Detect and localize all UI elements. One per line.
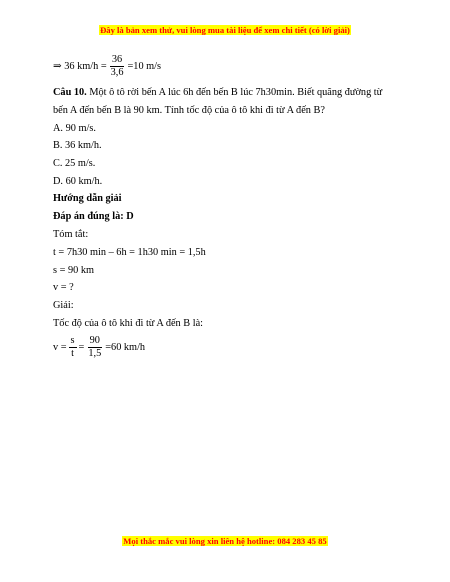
eq2-frac2-numerator: 90 (89, 335, 100, 346)
solution-label: Giải: (53, 300, 74, 311)
eq1-prefix: ⇒ 36 km/h = (53, 61, 107, 72)
answer-line: Đáp án đúng là: D (53, 211, 134, 222)
preview-banner (0, 25, 450, 35)
question-text-1: Một ô tô rời bến A lúc 6h đến bến B lúc 7h30min. Biết quãng đường từ (86, 87, 383, 98)
eq1-numerator: 36 (111, 54, 123, 65)
eq2-frac2-denominator: 1,5 (88, 348, 102, 359)
preview-banner-text: Đây là bản xem thử, vui lòng mua tài liệu để xem chi tiết (có lời giải) (100, 25, 350, 35)
eq1-suffix: =10 m/s (127, 61, 162, 72)
eq2-fraction-1 (69, 335, 77, 360)
distance-line: s = 90 km (53, 265, 94, 276)
question-line-1 (53, 86, 382, 99)
speed-line: Tốc độ của ô tô khi đi từ A đến B là: (53, 318, 204, 329)
option-d: D. 60 km/h. (53, 176, 103, 187)
question-label: Câu 10. (53, 87, 87, 98)
option-b: B. 36 km/h. (53, 140, 102, 151)
eq2-frac1-denominator: t (71, 348, 74, 359)
eq2-lhs: v = (53, 342, 67, 353)
option-c: C. 25 m/s. (53, 158, 96, 169)
summary-label: Tóm tắt: (53, 229, 89, 240)
guide-title: Hướng dẫn giải (53, 193, 122, 204)
eq2-mid: = (78, 342, 85, 353)
eq2-fraction-2 (86, 335, 103, 360)
hotline-banner-text: Mọi thắc mắc vui lòng xin liên hệ hotline: 084 283 45 85 (123, 536, 327, 546)
eq1-denominator: 3,6 (110, 67, 124, 78)
time-line: t = 7h30 min – 6h = 1h30 min = 1,5h (53, 247, 206, 258)
speed-equation (53, 335, 145, 360)
velocity-line: v = ? (53, 282, 74, 293)
question-line-2: bến A đến bến B là 90 km. Tính tốc độ của ô tô khi đi từ A đến B? (53, 105, 325, 116)
eq2-frac1-numerator: s (70, 335, 75, 346)
conversion-equation (53, 54, 161, 79)
eq1-fraction (109, 54, 126, 79)
eq2-suffix: =60 km/h (105, 342, 146, 353)
option-a: A. 90 m/s. (53, 123, 96, 134)
hotline-banner (0, 536, 450, 546)
